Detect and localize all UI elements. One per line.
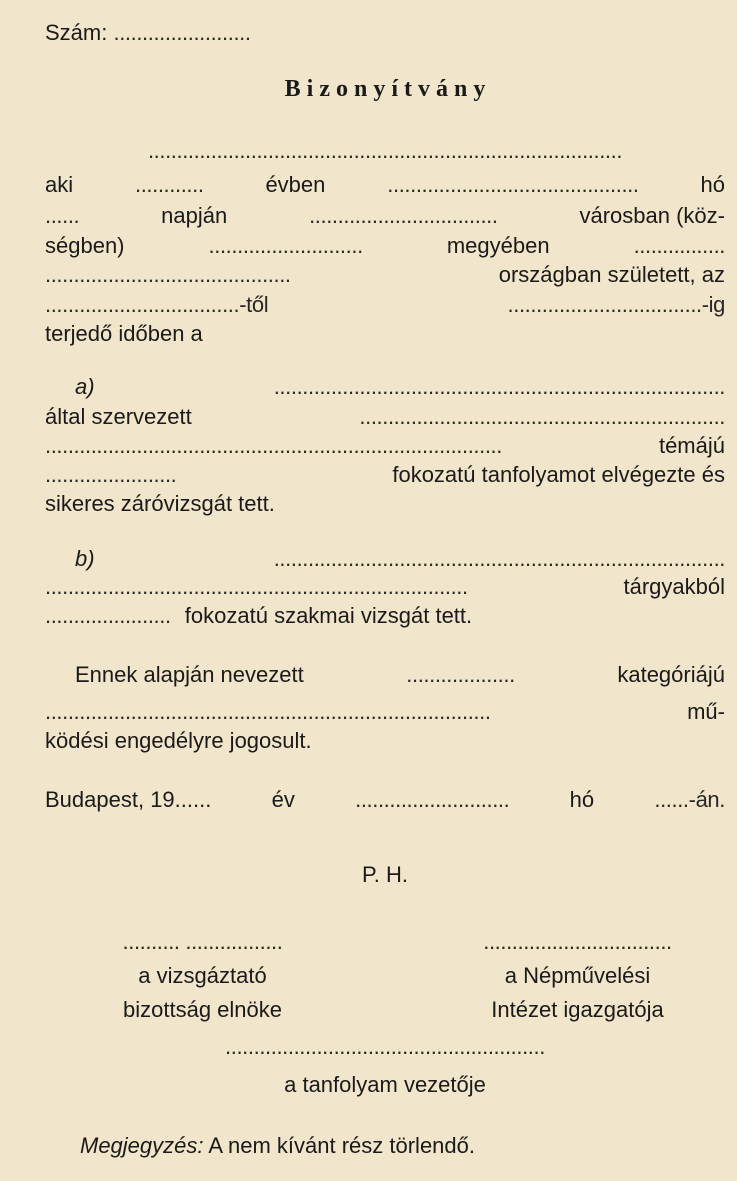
note-line xyxy=(80,1133,720,1159)
signature-right-dots: ................................. xyxy=(483,929,672,954)
body-line-6: terjedő időben a xyxy=(45,321,203,346)
dots-year: ............ xyxy=(135,172,204,197)
dots-organizer: ................................................................ xyxy=(359,404,725,429)
section-a-line-5: sikeres záróvizsgát tett. xyxy=(45,491,275,516)
section-b-label: b) xyxy=(75,546,95,571)
number-label: Szám: xyxy=(45,20,108,45)
dots-license: .............................................................................. xyxy=(45,699,491,724)
text-kategoriaju: kategóriájú xyxy=(617,662,725,687)
conclusion-line-1 xyxy=(75,662,725,688)
number-line xyxy=(45,20,725,46)
text-segben: ségben) xyxy=(45,233,125,258)
dots-from: ..................................-től xyxy=(45,292,269,317)
signature-center xyxy=(170,1030,600,1102)
signature-left xyxy=(45,925,360,1027)
dots-day: ...... xyxy=(45,203,80,228)
dots-date-month: ........................... xyxy=(355,787,510,812)
conclusion-line-2 xyxy=(45,699,725,725)
number-dots: ........................ xyxy=(113,20,251,45)
note-label: Megjegyzés: xyxy=(80,1133,204,1158)
dots-category: ................... xyxy=(406,662,515,687)
text-tanfolyam: fokozatú tanfolyamot elvégezte és xyxy=(392,462,725,487)
text-megyeben: megyében xyxy=(446,233,550,258)
signature-left-line-2: bizottság elnöke xyxy=(123,997,282,1022)
text-varosban: városban (köz- xyxy=(579,203,725,228)
signature-right-line-2: Intézet igazgatója xyxy=(491,997,664,1022)
date-line xyxy=(45,787,725,813)
section-a-line-3 xyxy=(45,433,725,459)
section-b-line-3 xyxy=(45,603,725,629)
dots-date-day: ......-án. xyxy=(654,787,725,812)
body-line-3 xyxy=(45,233,725,259)
signature-right xyxy=(425,925,730,1027)
signature-left-line-1: a vizsgáztató xyxy=(138,963,267,988)
text-evben: évben xyxy=(265,172,326,197)
dots-exam-level: ...................... xyxy=(45,603,171,628)
text-orszagban: országban született, az xyxy=(498,262,725,287)
text-aki: aki xyxy=(45,172,74,197)
section-b-line-1 xyxy=(45,546,725,572)
signature-center-label: a tanfolyam vezetője xyxy=(284,1072,486,1097)
dots-city: ................................. xyxy=(309,203,498,228)
dots-month: ............................................ xyxy=(387,172,639,197)
body-line-1 xyxy=(45,172,725,198)
dots-county: ........................... xyxy=(208,233,363,258)
section-a-dots: ............................................................................... xyxy=(273,374,725,399)
body-line-2 xyxy=(45,203,725,229)
dots-to: ..................................-ig xyxy=(507,292,725,317)
dots-topic: ................................................................................ xyxy=(45,433,502,458)
text-mu: mű- xyxy=(687,699,725,724)
section-a-line-2 xyxy=(45,404,725,430)
dots-country: ........................................... xyxy=(45,262,291,287)
signature-left-dots: .......... ................. xyxy=(122,929,283,954)
conclusion-line-3: ködési engedélyre jogosult. xyxy=(45,728,312,753)
section-a-line-1 xyxy=(45,374,725,400)
text-szakmai-vizsga: fokozatú szakmai vizsgát tett. xyxy=(184,603,473,628)
body-line-4 xyxy=(45,262,725,288)
text-date-ho: hó xyxy=(569,787,595,812)
dots-county-2: ................ xyxy=(633,233,725,258)
dots-level: ....................... xyxy=(45,462,177,487)
dots-subjects: .......................................................................... xyxy=(45,574,468,599)
section-b-line-2 xyxy=(45,574,725,600)
signature-right-line-1: a Népművelési xyxy=(504,963,651,988)
signature-center-dots: ........................................................ xyxy=(225,1034,545,1059)
section-b-dots: ............................................................................... xyxy=(273,546,725,571)
document-title: B i z o n y í t v á n y xyxy=(284,76,486,102)
text-budapest: Budapest, 19...... xyxy=(45,787,212,812)
body-line-5 xyxy=(45,292,725,318)
text-temaju: témájú xyxy=(658,433,725,458)
text-ev: év xyxy=(271,787,295,812)
name-dots: ................................................................................... xyxy=(147,138,623,163)
stamp-placeholder: P. H. xyxy=(361,862,409,887)
section-a-line-4 xyxy=(45,462,725,488)
text-napjan: napján xyxy=(161,203,228,228)
text-ho: hó xyxy=(700,172,725,197)
text-ennek-alapjan: Ennek alapján nevezett xyxy=(75,662,304,687)
text-targyakbol: tárgyakból xyxy=(623,574,725,599)
section-a-label: a) xyxy=(75,374,95,399)
text-altal-szervezett: által szervezett xyxy=(45,404,192,429)
note-text: A nem kívánt rész törlendő. xyxy=(208,1133,475,1158)
